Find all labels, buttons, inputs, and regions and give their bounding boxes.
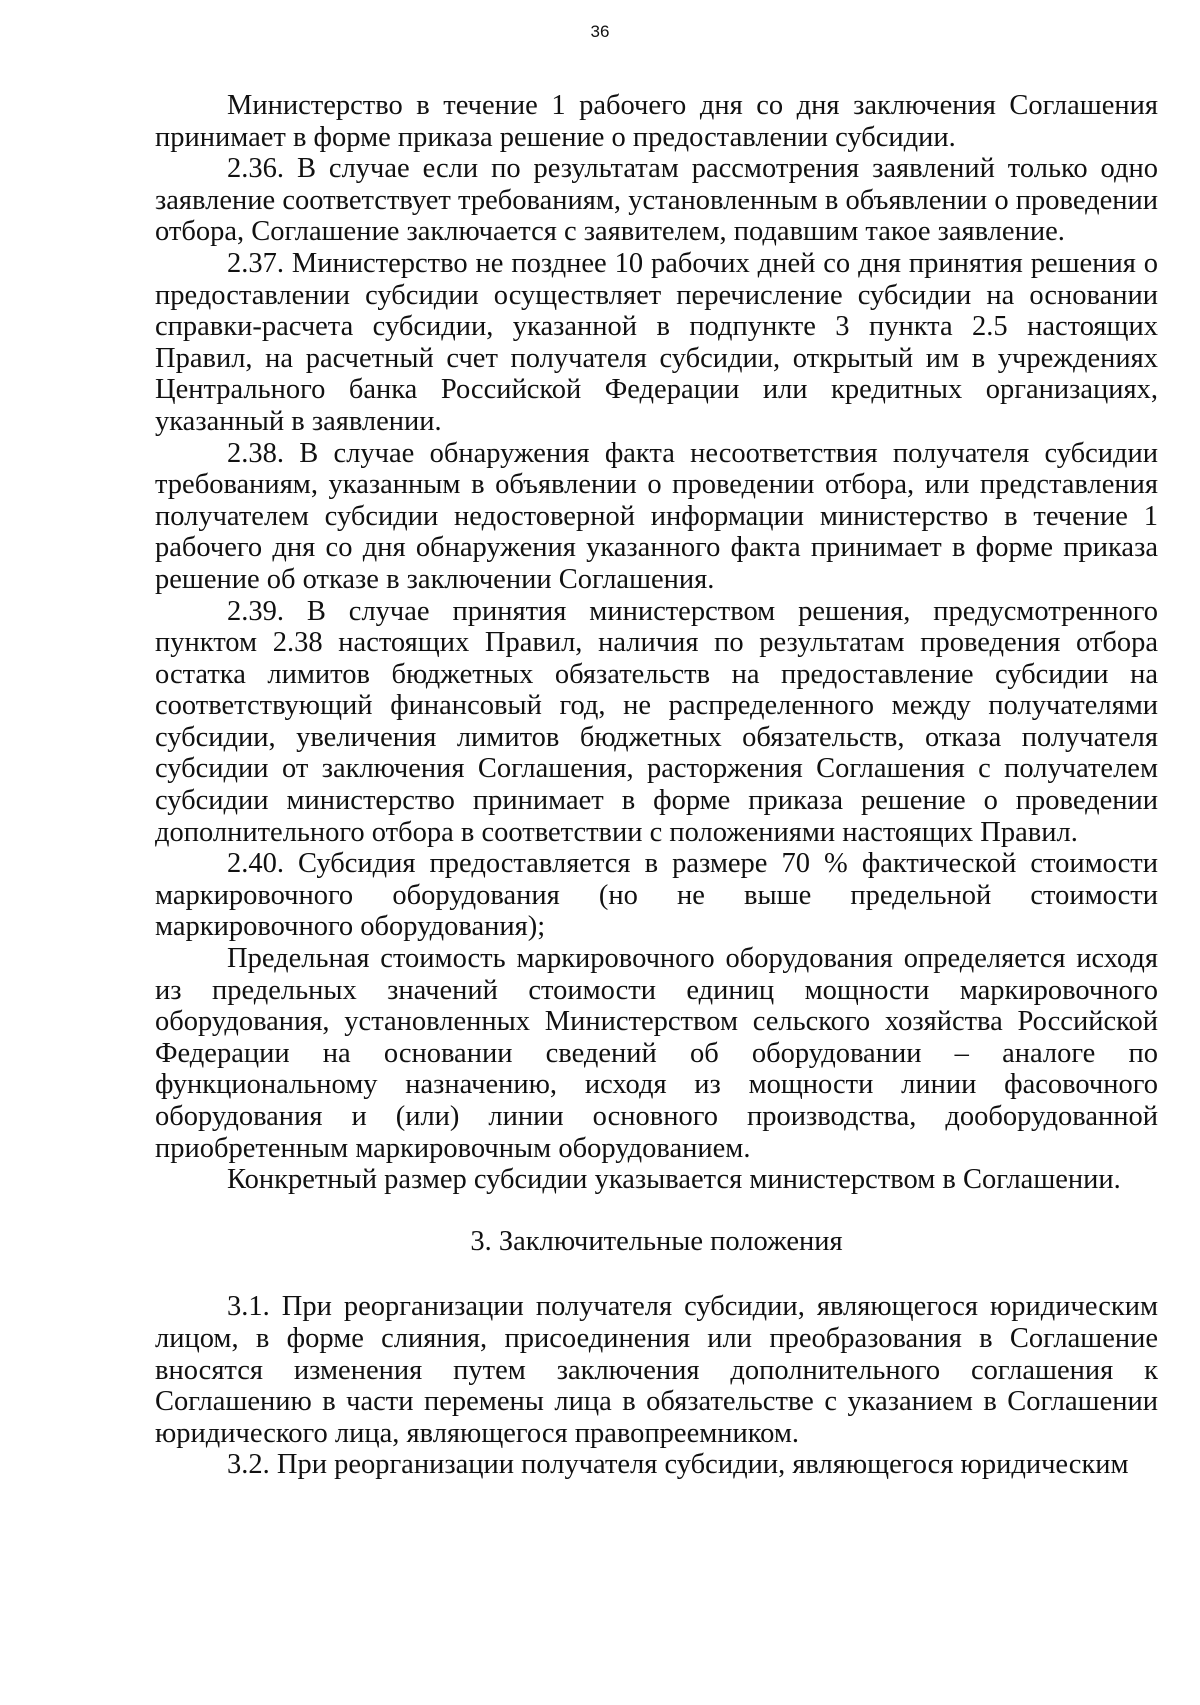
paragraph-ministry-decision: Министерство в течение 1 рабочего дня со дня заключения Соглашения принимает в форме приказа решение о предоставлении субсидии. <box>155 90 1158 153</box>
paragraph-2-37: 2.37. Министерство не позднее 10 рабочих дней со дня принятия решения о предоставлении субсидии осуществляет перечисление субсидии на основании справки-расчета субсидии, указанной в подпункте 3 пункта 2.5 настоящих Правил, на расчетный счет получателя субсидии, открытый им в учреждениях Центрального банка Российской Федерации или кредитных организациях, указанный в заявлении. <box>155 247 1158 437</box>
page-number: 36 <box>590 22 610 41</box>
paragraph-subsidy-amount: Конкретный размер субсидии указывается министерством в Соглашении. <box>227 1164 1121 1196</box>
document-body <box>155 90 1158 1481</box>
paragraph-2-36: 2.36. В случае если по результатам рассмотрения заявлений только одно заявление соответствует требованиям, установленным в объявлении о проведении отбора, Соглашение заключается с заявителем, подавшим такое заявление. <box>155 153 1158 248</box>
paragraph-2-39: 2.39. В случае принятия министерством решения, предусмотренного пунктом 2.38 настоящих Правил, наличия по результатам проведения отбора остатка лимитов бюджетных обязательств на предоставление субсидии на соответствующий финансовый год, не распределенного между получателями субсидии, увеличения лимитов бюджетных обязательств, отказа получателя субсидии от заключения Соглашения, расторжения Соглашения с получателем субсидии министерство принимает в форме приказа решение о проведении дополнительного отбора в соответствии с положениями настоящих Правил. <box>155 595 1158 848</box>
paragraph-limit-cost: Предельная стоимость маркировочного оборудования определяется исходя из предельных значений стоимости единиц мощности маркировочного оборудования, установленных Министерством сельского хозяйства Российской Федерации на основании сведений об оборудовании – аналоге по функциональному назначению, исходя из мощности линии фасовочного оборудования и (или) линии основного производства, дооборудованной приобретенным маркировочным оборудованием. <box>155 943 1158 1164</box>
section-heading: 3. Заключительные положения <box>470 1225 843 1257</box>
paragraph-3-1: 3.1. При реорганизации получателя субсидии, являющегося юридическим лицом, в форме слияния, присоединения или преобразования в Соглашение вносятся изменения путем заключения дополнительного соглашения к Соглашению в части перемены лица в обязательстве с указанием в Соглашении юридического лица, являющегося правопреемником. <box>155 1291 1158 1449</box>
paragraph-2-40: 2.40. Субсидия предоставляется в размере 70 % фактической стоимости маркировочного оборудования (но не выше предельной стоимости маркировочного оборудования); <box>155 848 1158 943</box>
paragraph-3-2: 3.2. При реорганизации получателя субсидии, являющегося юридическим <box>227 1449 1129 1481</box>
paragraph-2-38: 2.38. В случае обнаружения факта несоответствия получателя субсидии требованиям, указанным в объявлении о проведении отбора, или представления получателем субсидии недостоверной информации министерство в течение 1 рабочего дня со дня обнаружения указанного факта принимает в форме приказа решение об отказе в заключении Соглашения. <box>155 437 1158 595</box>
